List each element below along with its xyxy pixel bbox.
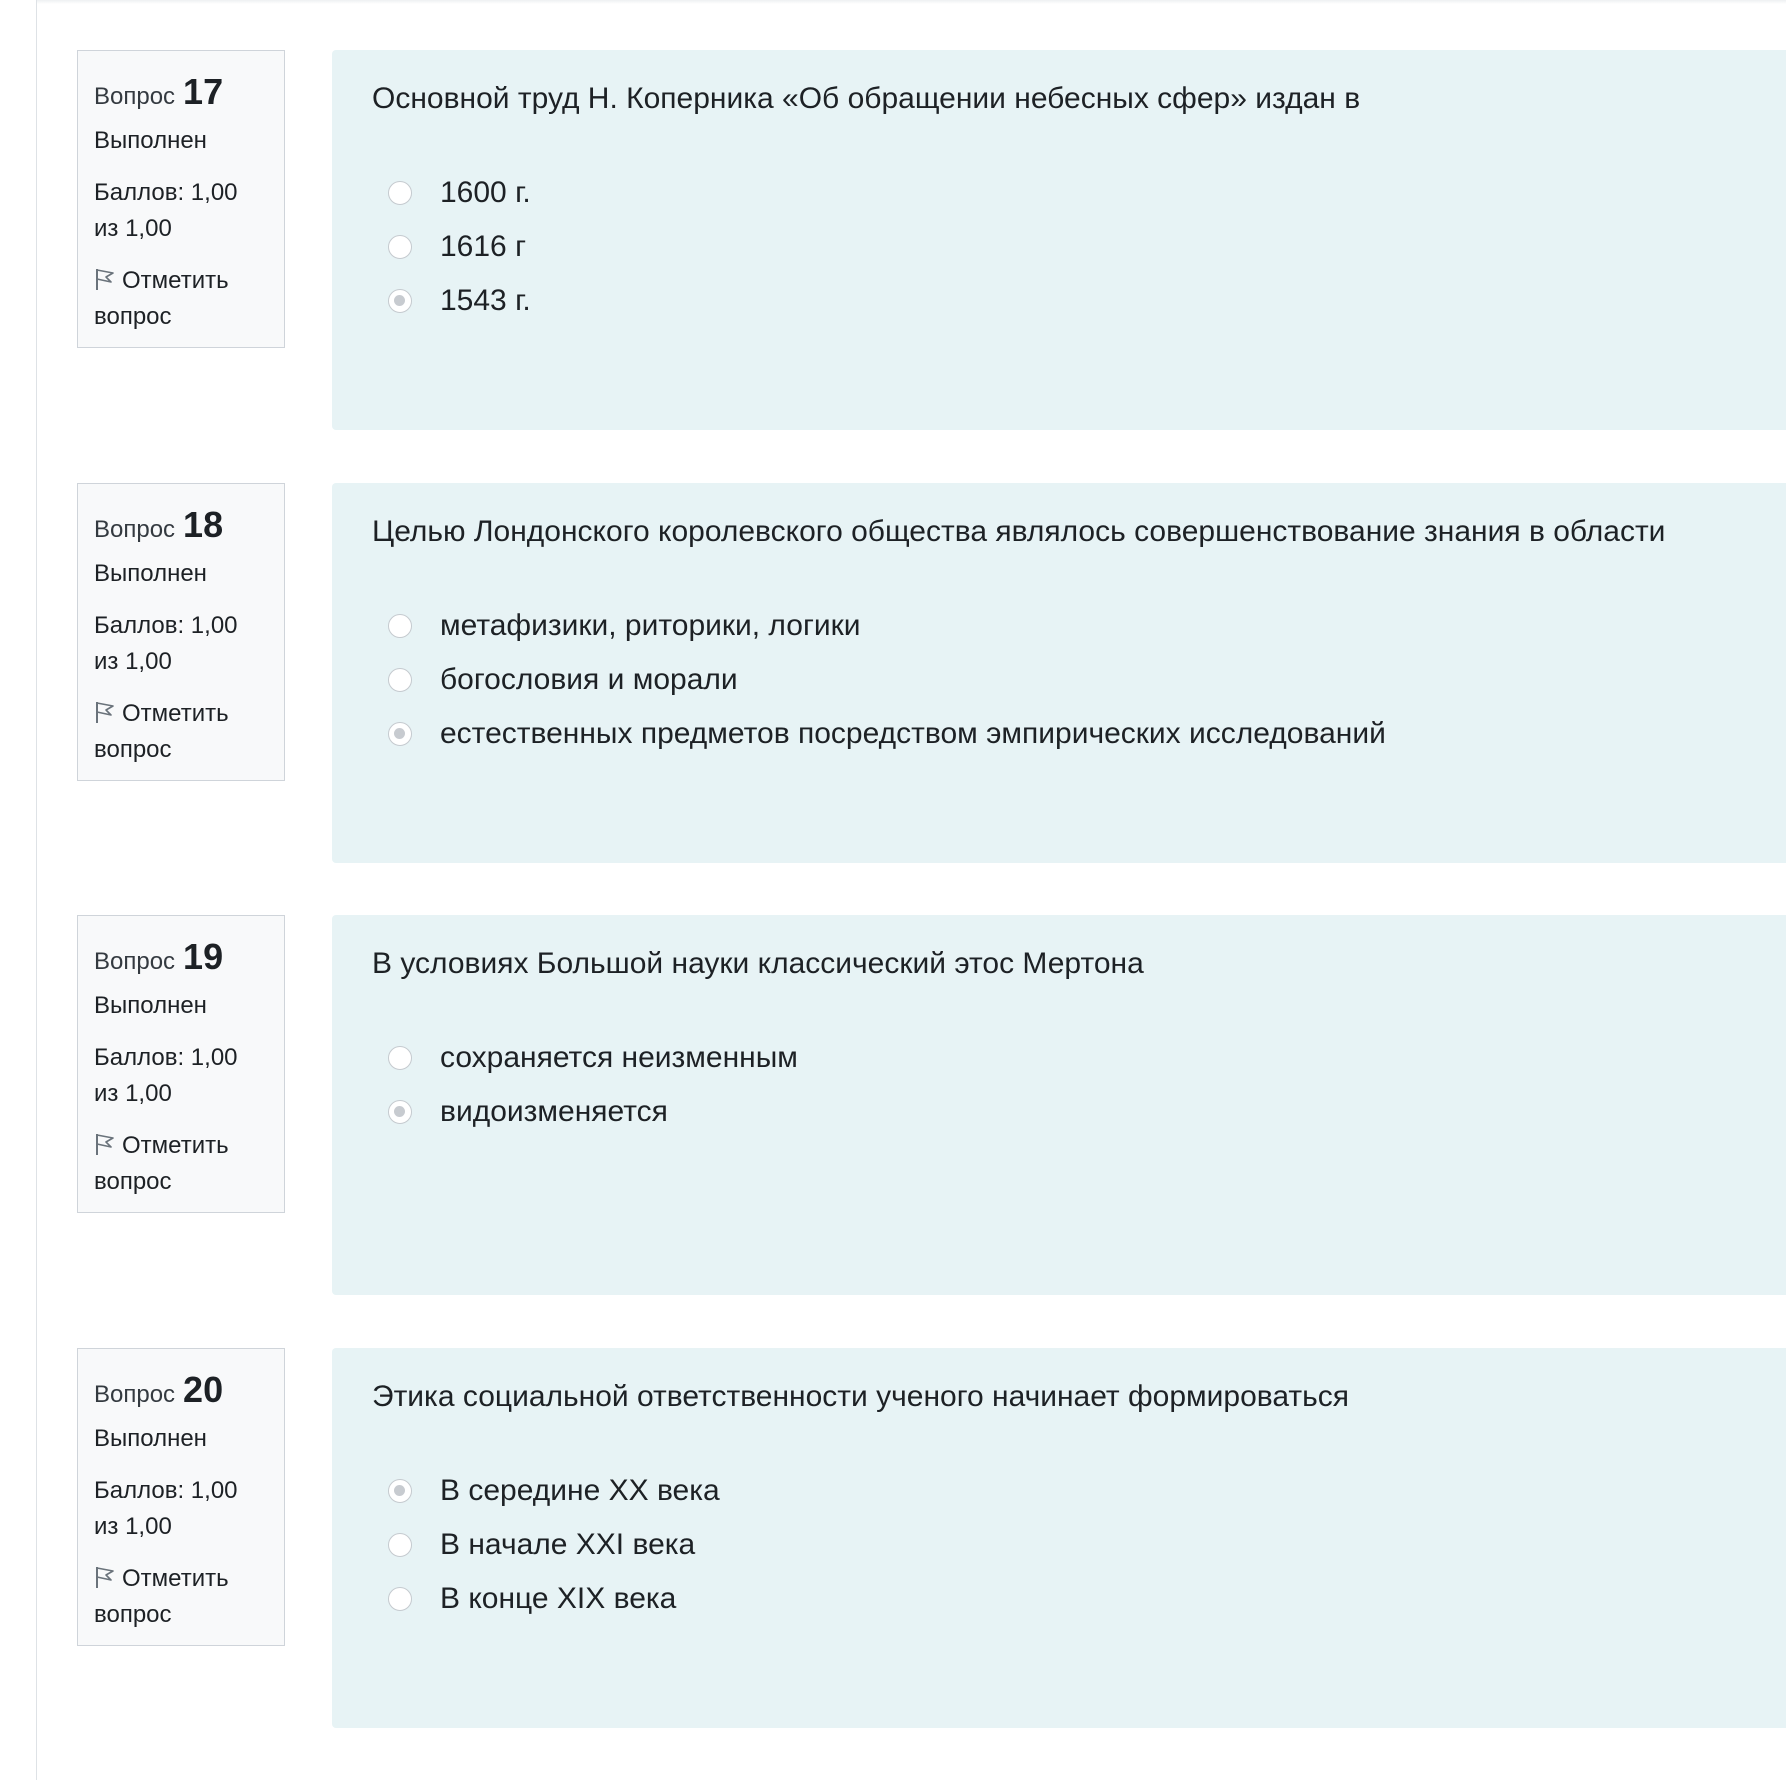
question-number-line bbox=[94, 71, 284, 112]
question-number: 17 bbox=[183, 71, 224, 112]
question-text: Целью Лондонского королевского общества являлось совершенствование знания в области bbox=[372, 515, 1666, 548]
question-label: Вопрос bbox=[94, 948, 176, 975]
question-state: Выполнен bbox=[94, 1425, 207, 1452]
question-number-line bbox=[94, 1369, 284, 1410]
radio-button[interactable] bbox=[388, 181, 412, 205]
question-grade: Баллов: 1,00 из 1,00 bbox=[94, 1044, 238, 1107]
answer-option[interactable] bbox=[388, 1518, 720, 1572]
question-state: Выполнен bbox=[94, 560, 207, 587]
answer-option[interactable] bbox=[388, 599, 1386, 653]
radio-button[interactable] bbox=[388, 668, 412, 692]
answer-label: В конце XIX века bbox=[440, 1582, 677, 1615]
answer-list bbox=[388, 1031, 798, 1139]
flag-question-button[interactable] bbox=[94, 1128, 264, 1200]
answer-option[interactable] bbox=[388, 220, 531, 274]
answer-option[interactable] bbox=[388, 707, 1386, 761]
answer-list bbox=[388, 599, 1386, 761]
question-label: Вопрос bbox=[94, 1381, 176, 1408]
question-block bbox=[0, 0, 1786, 380]
flag-question-label: Отметить вопрос bbox=[94, 1565, 229, 1628]
answer-label: В начале XXI века bbox=[440, 1528, 696, 1561]
question-block bbox=[0, 865, 1786, 1245]
question-label: Вопрос bbox=[94, 516, 176, 543]
answer-option[interactable] bbox=[388, 274, 531, 328]
answer-label: видоизменяется bbox=[440, 1095, 668, 1128]
flag-icon bbox=[94, 1565, 116, 1589]
question-block bbox=[0, 1298, 1786, 1678]
answer-option[interactable] bbox=[388, 1031, 798, 1085]
question-number: 19 bbox=[183, 936, 224, 977]
question-info-panel bbox=[77, 50, 285, 348]
answer-option[interactable] bbox=[388, 166, 531, 220]
answer-label: сохраняется неизменным bbox=[440, 1041, 798, 1074]
flag-question-button[interactable] bbox=[94, 696, 264, 768]
answer-label: естественных предметов посредством эмпирических исследований bbox=[440, 717, 1386, 750]
question-text: Этика социальной ответственности ученого начинает формироваться bbox=[372, 1380, 1350, 1413]
answer-label: метафизики, риторики, логики bbox=[440, 609, 861, 642]
radio-button[interactable] bbox=[388, 614, 412, 638]
question-label: Вопрос bbox=[94, 83, 176, 110]
question-text: В условиях Большой науки классический этос Мертона bbox=[372, 947, 1144, 980]
answer-label: В середине XX века bbox=[440, 1474, 720, 1507]
question-number-line bbox=[94, 936, 284, 977]
answer-list bbox=[388, 1464, 720, 1626]
question-grade: Баллов: 1,00 из 1,00 bbox=[94, 1477, 238, 1540]
question-state: Выполнен bbox=[94, 992, 207, 1019]
question-content bbox=[332, 50, 1786, 430]
answer-label: 1600 г. bbox=[440, 176, 531, 209]
flag-icon bbox=[94, 1132, 116, 1156]
radio-button-selected[interactable] bbox=[388, 1100, 412, 1124]
radio-button[interactable] bbox=[388, 1046, 412, 1070]
answer-label: 1616 г bbox=[440, 230, 527, 263]
flag-question-label: Отметить вопрос bbox=[94, 700, 229, 763]
question-content bbox=[332, 915, 1786, 1295]
radio-button-selected[interactable] bbox=[388, 722, 412, 746]
question-number-line bbox=[94, 504, 284, 545]
question-info-panel bbox=[77, 483, 285, 781]
radio-button[interactable] bbox=[388, 1533, 412, 1557]
flag-question-button[interactable] bbox=[94, 1561, 264, 1633]
question-content bbox=[332, 483, 1786, 863]
answer-option[interactable] bbox=[388, 1572, 720, 1626]
answer-option[interactable] bbox=[388, 1085, 798, 1139]
question-grade: Баллов: 1,00 из 1,00 bbox=[94, 179, 238, 242]
radio-button[interactable] bbox=[388, 235, 412, 259]
question-text: Основной труд Н. Коперника «Об обращении небесных сфер» издан в bbox=[372, 82, 1361, 115]
answer-list bbox=[388, 166, 531, 328]
question-state: Выполнен bbox=[94, 127, 207, 154]
answer-label: богословия и морали bbox=[440, 663, 738, 696]
radio-button[interactable] bbox=[388, 1587, 412, 1611]
flag-question-label: Отметить вопрос bbox=[94, 1132, 229, 1195]
answer-option[interactable] bbox=[388, 1464, 720, 1518]
question-number: 18 bbox=[183, 504, 224, 545]
question-info-panel bbox=[77, 1348, 285, 1646]
flag-icon bbox=[94, 700, 116, 724]
flag-question-label: Отметить вопрос bbox=[94, 267, 229, 330]
question-content bbox=[332, 1348, 1786, 1728]
question-block bbox=[0, 433, 1786, 813]
flag-question-button[interactable] bbox=[94, 263, 264, 335]
radio-button-selected[interactable] bbox=[388, 289, 412, 313]
question-grade: Баллов: 1,00 из 1,00 bbox=[94, 612, 238, 675]
radio-button-selected[interactable] bbox=[388, 1479, 412, 1503]
flag-icon bbox=[94, 267, 116, 291]
answer-label: 1543 г. bbox=[440, 284, 531, 317]
question-number: 20 bbox=[183, 1369, 224, 1410]
answer-option[interactable] bbox=[388, 653, 1386, 707]
question-info-panel bbox=[77, 915, 285, 1213]
